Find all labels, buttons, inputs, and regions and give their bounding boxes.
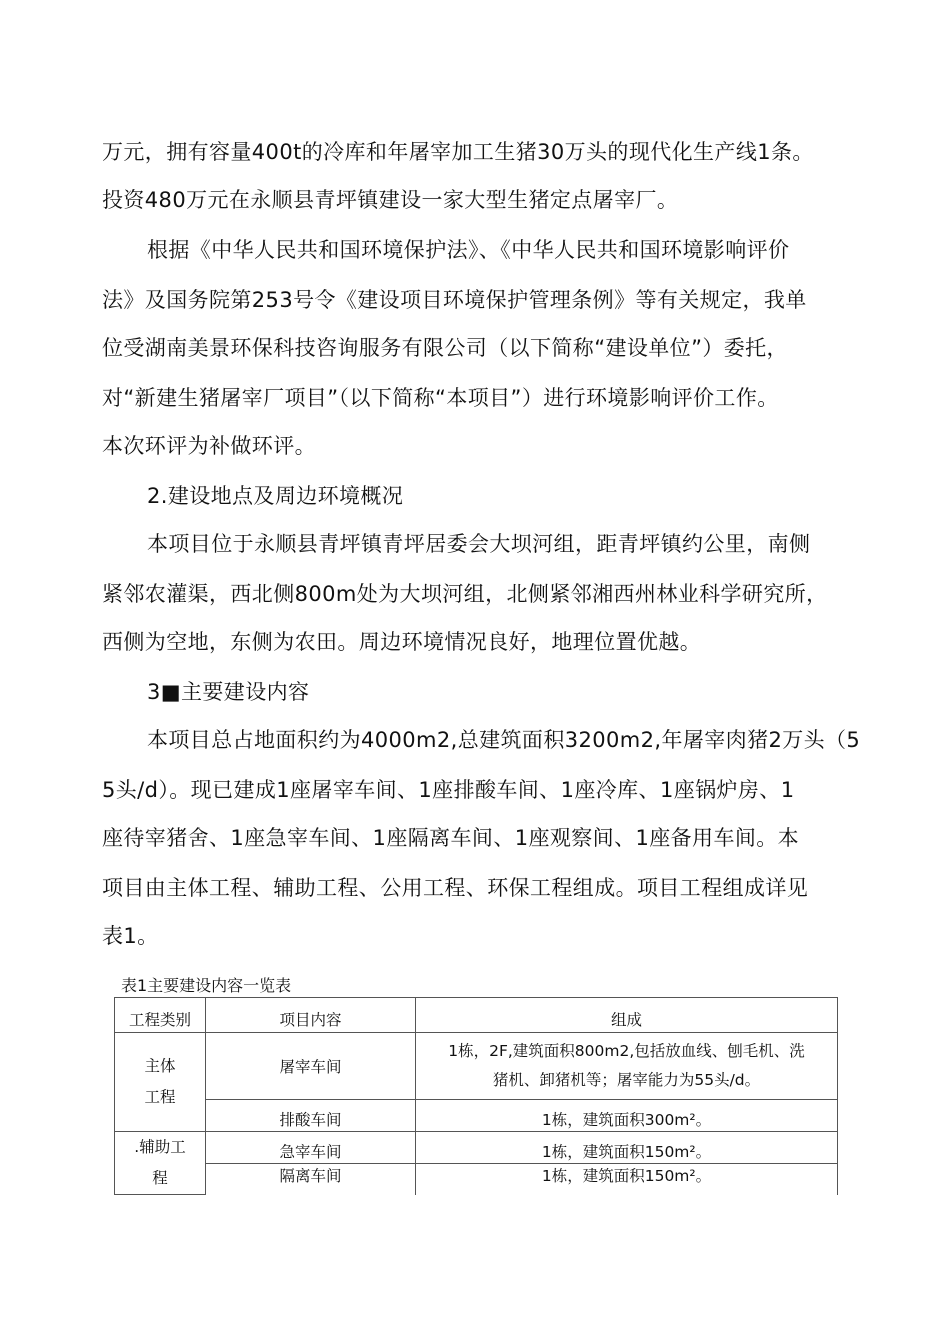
category-cell: [115, 1132, 206, 1195]
paragraph-line: 万元，拥有容量400t的冷库和年屠宰加工生猪30万头的现代化生产线1条。: [102, 140, 814, 164]
paragraph-line: 对“新建生猪屠宰厂项目”（以下简称“本项目”）进行环境影响评价工作。: [102, 386, 779, 410]
paragraph-line: 表1。: [102, 924, 159, 948]
table-row: [115, 1033, 838, 1100]
item-cell: 急宰车间: [206, 1132, 416, 1164]
composition-cell: 1栋，建筑面积150m²。: [416, 1164, 838, 1195]
table-header-row: [115, 998, 838, 1033]
composition-cell: 1栋，建筑面积300m²。: [416, 1100, 838, 1132]
item-cell: 隔离车间: [206, 1164, 416, 1195]
table-caption: 表1主要建设内容一览表: [121, 976, 292, 995]
category-label: 程: [152, 1169, 168, 1187]
item-cell: 排酸车间: [206, 1100, 416, 1132]
paragraph-line: 本项目总占地面积约为4000m2,总建筑面积3200m2,年屠宰肉猪2万头（5: [147, 728, 861, 752]
composition-cell: [416, 1033, 838, 1100]
composition-cell: 1栋，建筑面积150m²。: [416, 1132, 838, 1164]
paragraph-line: 根据《中华人民共和国环境保护法》、《中华人民共和国环境影响评价: [147, 238, 790, 262]
table-row: [115, 1100, 838, 1132]
table-row: [115, 1164, 838, 1195]
paragraph-line: 座待宰猪舍、1座急宰车间、1座隔离车间、1座观察间、1座备用车间。本: [102, 826, 800, 850]
composition-text: 1栋，2F,建筑面积800m2,包括放血线、刨毛机、洗: [448, 1042, 805, 1060]
paragraph-line: 投资480万元在永顺县青坪镇建设一家大型生猪定点屠宰厂。: [102, 188, 679, 212]
category-label: .辅助工: [134, 1138, 186, 1156]
section-heading: 2.建设地点及周边环境概况: [147, 484, 404, 508]
paragraph-line: 法》及国务院第253号令《建设项目环境保护管理条例》等有关规定，我单: [102, 288, 807, 312]
category-label: 工程: [144, 1088, 176, 1106]
paragraph-line: 本次环评为补做环评。: [102, 434, 316, 458]
header-item: 项目内容: [206, 998, 416, 1033]
paragraph-line: 本项目位于永顺县青坪镇青坪居委会大坝河组，距青坪镇约公里，南侧: [147, 532, 811, 556]
paragraph-line: 项目由主体工程、辅助工程、公用工程、环保工程组成。项目工程组成详见: [102, 876, 809, 900]
composition-text: 猪机、卸猪机等；屠宰能力为55头/d。: [492, 1071, 761, 1089]
paragraph-line: 5头/d）。现已建成1座屠宰车间、1座排酸车间、1座冷库、1座锅炉房、1: [102, 778, 795, 802]
category-cell: [115, 1033, 206, 1132]
category-label: 主体: [144, 1057, 176, 1075]
paragraph-line: 西侧为空地，东侧为农田。周边环境情况良好，地理位置优越。: [102, 630, 702, 654]
paragraph-line: 紧邻农灌渠，西北侧800m处为大坝河组，北侧紧邻湘西州林业科学研究所，: [102, 582, 828, 606]
paragraph-line: 位受湖南美景环保科技咨询服务有限公司（以下简称“建设单位”）委托，: [102, 336, 788, 360]
construction-content-table: [114, 997, 838, 1195]
header-composition: 组成: [416, 998, 838, 1033]
section-heading: 3■主要建设内容: [147, 680, 310, 704]
item-cell: 屠宰车间: [206, 1033, 416, 1100]
table-row: [115, 1132, 838, 1164]
header-category: 工程类别: [115, 998, 206, 1033]
